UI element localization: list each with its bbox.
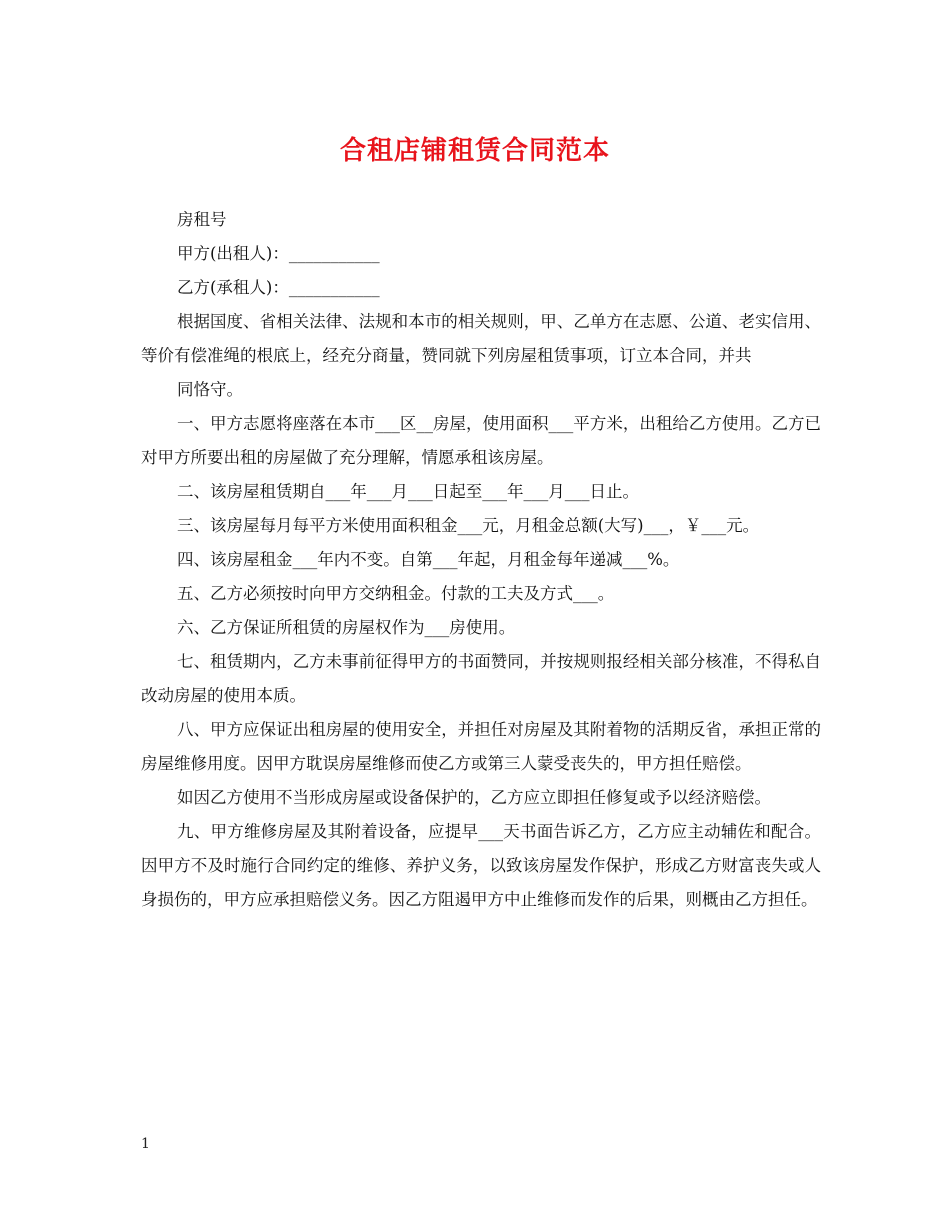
paragraph-clause-8: 八、甲方应保证出租房屋的使用安全，并担任对房屋及其附着物的活期反省，承担正常的房屋维修用度。因甲方耽误房屋维修而使乙方或第三人蒙受丧失的，甲方担任赔偿。 <box>141 720 821 773</box>
paragraph-clause-9: 九、甲方维修房屋及其附着设备，应提早___天书面告诉乙方，乙方应主动辅佐和配合。因甲方不及时施行合同约定的维修、养护义务，以致该房屋发作保护，形成乙方财富丧失或人身损伤的，甲方应承担赔偿义务。因乙方阻遏甲方中止维修而发作的后果，则概由乙方担任。 <box>141 822 821 909</box>
paragraph-clause-3: 三、该房屋每月每平方米使用面积租金___元，月租金总额(大写)___，￥___元。 <box>177 516 760 535</box>
page-number: 1 <box>141 1136 150 1152</box>
paragraph-preamble: 根据国度、省相关法律、法规和本市的相关规则，甲、乙单方在志愿、公道、老实信用、等价有偿准绳的根底上，经充分商量，赞同就下列房屋租赁事项，订立本合同，并共 <box>141 312 821 365</box>
paragraph-clause-7: 七、租赁期内，乙方未事前征得甲方的书面赞同，并按规则报经相关部分核准，不得私自改动房屋的使用本质。 <box>141 652 821 705</box>
paragraph-clause-5: 五、乙方必须按时向甲方交纳租金。付款的工夫及方式___。 <box>177 584 615 603</box>
paragraph-clause-4: 四、该房屋租金___年内不变。自第___年起，月租金每年递减___%。 <box>177 550 680 569</box>
paragraph-clause-6: 六、乙方保证所租赁的房屋权作为___房使用。 <box>177 618 516 637</box>
document-body <box>141 203 821 917</box>
paragraph-rent-number: 房租号 <box>177 210 227 229</box>
paragraph-clause-2: 二、该房屋租赁期自___年___月___日起至___年___月___日止。 <box>177 482 639 501</box>
paragraph-party-b: 乙方(承租人)：___________ <box>177 278 380 297</box>
document-title: 合租店铺租赁合同范本 <box>339 136 610 166</box>
paragraph-clause-1: 一、甲方志愿将座落在本市___区__房屋，使用面积___平方米，出租给乙方使用。乙方已对甲方所要出租的房屋做了充分理解，情愿承租该房屋。 <box>141 414 821 467</box>
paragraph-clause-8-supplement: 如因乙方使用不当形成房屋或设备保护的，乙方应立即担任修复或予以经济赔偿。 <box>177 788 771 807</box>
paragraph-party-a: 甲方(出租人)：___________ <box>177 244 380 263</box>
paragraph-preamble-continued: 同恪守。 <box>177 380 243 399</box>
